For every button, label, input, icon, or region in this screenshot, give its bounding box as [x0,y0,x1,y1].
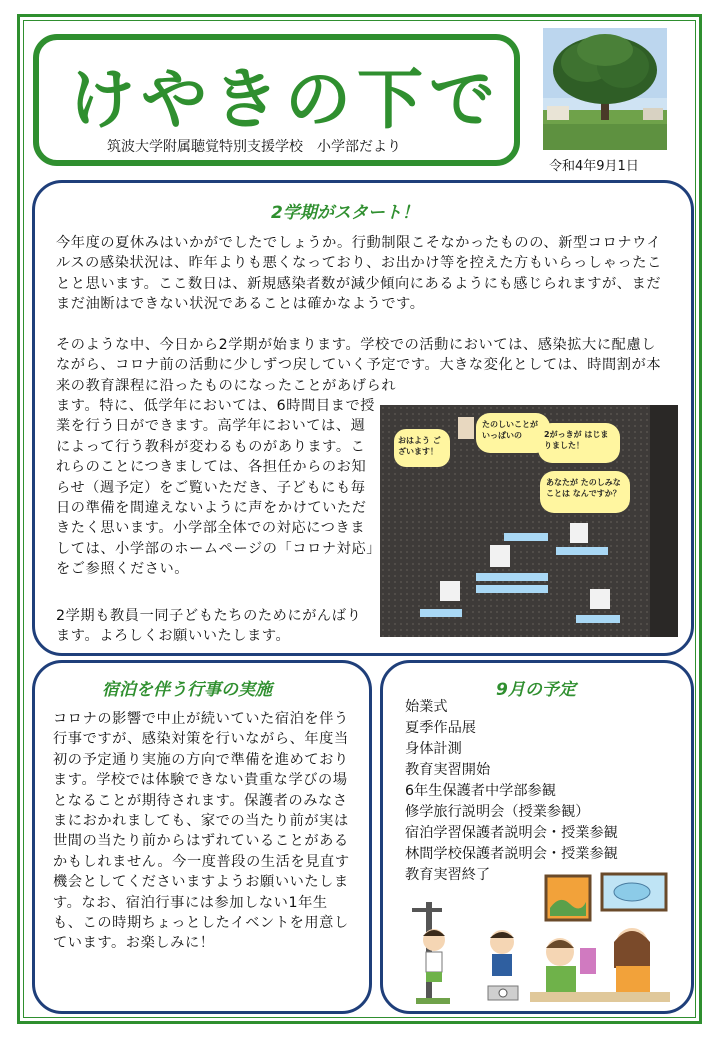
schedule-item: 林間学校保護者説明会・授業参観 [405,846,618,862]
section-september-schedule-heading: 9月の予定 [496,680,576,700]
section-second-term-heading: 2学期がスタート！ [271,203,419,223]
schedule-item: 身体計測 [405,741,462,757]
board-card-term-start: 2がっきが はじまりました！ [538,423,620,463]
section-second-term-para2-top: そのような中、今日から2学期が始まります。学校での活動においては、感染拡大に配慮しながら、コロナ前の活動に少しずつ戻していく予定です。大きな変化としては、時間割が本来の教育課程に沿ったものになったことがあげられ [56,337,662,394]
issue-date: 令和4年9月1日 [549,159,639,174]
board-card-question: あなたが たのしみなことは なんですか？ [540,471,630,513]
newsletter-subtitle: 筑波大学附属聴覚特別支援学校 小学部だより [107,139,401,155]
schedule-list [405,697,618,886]
board-card-greeting: おはよう ございます！ [394,429,450,467]
schedule-item: 教育実習開始 [405,762,491,778]
schedule-item: 修学旅行説明会（授業参観） [405,804,590,820]
schedule-item: 宿泊学習保護者説明会・授業参観 [405,825,618,841]
schedule-item: 始業式 [405,699,448,715]
school-events-illustration [410,868,675,1008]
section-second-term-para3: 2学期も教員一同子どもたちのためにがんばります。よろしくお願いいたします。 [56,608,362,645]
zelkova-tree-photo [543,28,667,150]
schedule-item: 6年生保護者中学部参観 [405,783,556,799]
section-overnight-events-heading: 宿泊を伴う行事の実施 [102,680,272,700]
schedule-item: 教育実習終了 [405,867,491,883]
section-second-term-para2-side: ます。特に、低学年においては、6時間目まで授業を行う日ができます。高学年においては、週によって行う教科が変わるものがあります。これらのことにつきましては、各担任からのお知らせ（週予定）をご覧いただき、子どもにも毎日の準備を間違えないように声をかけていただきたく思います。小学部全体での対応につきましては、小学部のホームページの「コロナ対応」をご参照ください。 [56,398,376,578]
board-card-fun-things: たのしいことが いっぱいの [476,413,550,453]
section-second-term-para1: 今年度の夏休みはいかがでしたでしょうか。行動制限こそなかったものの、新型コロナウイルスの感染状況は、昨年よりも悪くなっており、お出かけ等を控えた方もいらっしゃったことと思います。ここ数日は、新規感染者数が減少傾向にあるようにも感じられますが、まだまだ油断はできない状況であることは確かなようです。 [56,235,662,313]
bulletin-board-photo [380,405,678,637]
masthead-box [33,34,520,166]
newsletter-title: けやきの下で [69,61,501,138]
schedule-item: 夏季作品展 [405,720,476,736]
section-overnight-events-body: コロナの影響で中止が続いていた宿泊を伴う行事ですが、感染対策を行いながら、年度当初の予定通り実施の方向で準備を進めております。学校では体験できない貴重な学びの場となることが期待されます。保護者のみなさまにおかれましても、家での当たり前が実は世間の当たり前からはずれていることがあるかもしれません。今一度普段の生活を見直す機会としてくださいますようお願いいたします。なお、宿泊行事には参加しない1年生も、この時期ちょっとしたイベントを用意しています。お楽しみに！ [53,711,350,952]
